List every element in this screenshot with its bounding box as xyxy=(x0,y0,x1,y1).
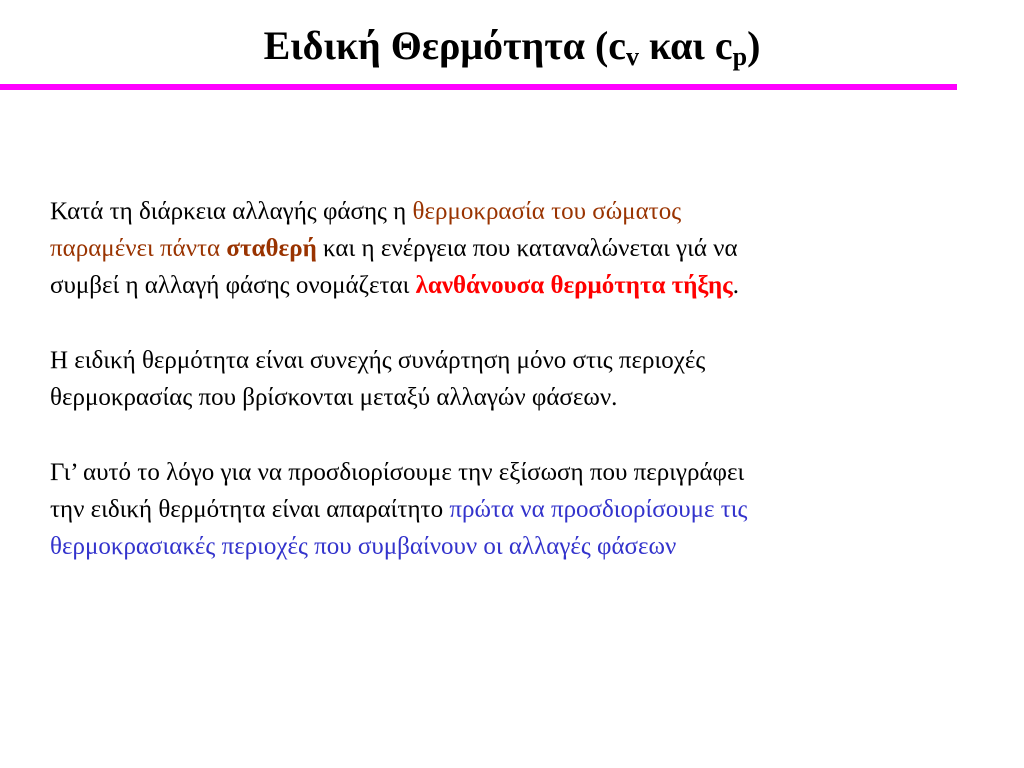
p1-highlight-remains: παραμένει πάντα xyxy=(50,235,227,262)
p1-highlight-constant: σταθερή xyxy=(226,235,317,262)
p2-line1: Η ειδική θερμότητα είναι συνεχής συνάρτηση μόνο στις περιοχές xyxy=(50,347,706,374)
p1-highlight-temperature: θερμοκρασία του σώματος xyxy=(412,198,682,225)
p3-highlight-regions: θερμοκρασιακές περιοχές που συμβαίνουν οι αλλαγές φάσεων xyxy=(50,533,677,560)
p1-line1-text: Κατά τη διάρκεια αλλαγής φάσης η xyxy=(50,198,413,225)
title-divider xyxy=(0,84,957,90)
title-sub-p: p xyxy=(732,42,748,71)
p3-line1: Γι’ αυτό το λόγο για να προσδιορίσουμε την εξίσωση που περιγράφει xyxy=(50,459,745,486)
p3-line2-text: την ειδική θερμότητα είναι απαραίτητο xyxy=(50,496,450,523)
p1-line3-text: συμβεί η αλλαγή φάσης ονομάζεται xyxy=(50,272,416,299)
p3-highlight-first: πρώτα να προσδιορίσουμε τις xyxy=(449,496,748,523)
paragraph-continuity xyxy=(50,342,950,416)
p2-line2: θερμοκρασίας που βρίσκονται μεταξύ αλλαγών φάσεων. xyxy=(50,384,618,411)
p1-line2-text: και η ενέργεια που καταναλώνεται γιά να xyxy=(316,235,738,262)
paragraph-phase-change xyxy=(50,193,950,304)
title-sub-v: v xyxy=(626,42,640,71)
title-main: Ειδική Θερμότητα (c xyxy=(263,23,627,68)
title-middle: και c xyxy=(639,23,733,68)
p1-highlight-latent-heat: λανθάνουσα θερμότητα τήξης xyxy=(415,272,733,299)
paragraph-method xyxy=(50,454,950,565)
p1-period: . xyxy=(732,272,739,299)
title-end: ) xyxy=(747,23,761,68)
slide-title xyxy=(0,18,1024,74)
